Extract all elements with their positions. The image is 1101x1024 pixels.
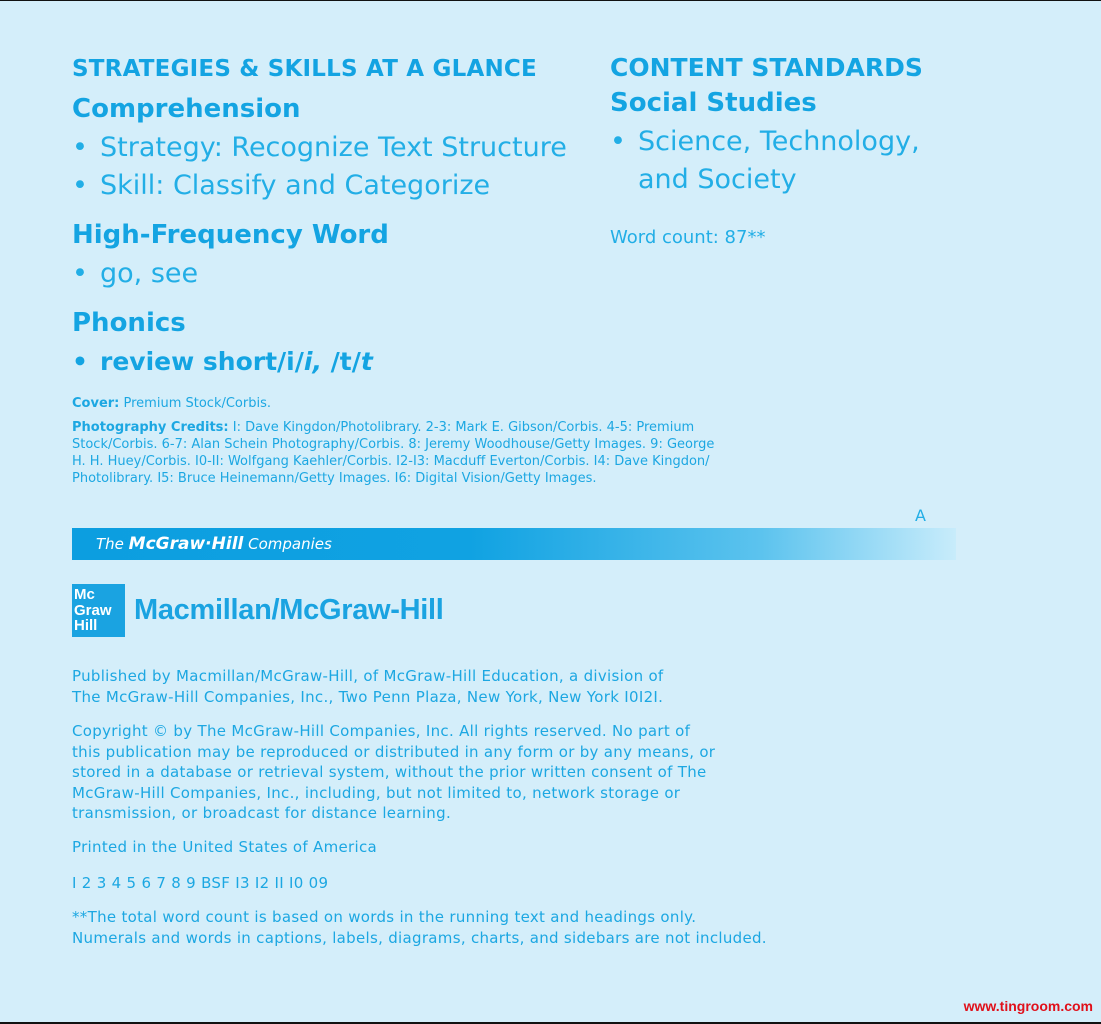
copyright-line: stored in a database or retrieval system, without the prior written consent of The bbox=[72, 763, 707, 781]
bullet-dot: • bbox=[72, 258, 88, 289]
phonics-item bbox=[72, 347, 373, 376]
mcgraw-hill-companies-banner bbox=[72, 528, 956, 560]
content-standards-title: CONTENT STANDARDS bbox=[610, 53, 923, 82]
print-line: I 2 3 4 5 6 7 8 9 BSF I3 I2 II I0 09 bbox=[72, 874, 329, 892]
content-standards-subject: Social Studies bbox=[610, 88, 817, 118]
bullet-dot: • bbox=[610, 126, 626, 157]
phonics-heading: Phonics bbox=[72, 308, 186, 338]
banner-companies: Companies bbox=[243, 535, 332, 553]
photography-credits-line: Photolibrary. I5: Bruce Heinemann/Getty Images. I6: Digital Vision/Getty Images. bbox=[72, 471, 597, 486]
bullet-dot: • bbox=[72, 132, 88, 163]
cover-credit-label: Cover: bbox=[72, 396, 120, 411]
cover-credit-text: Premium Stock/Corbis. bbox=[123, 396, 271, 411]
banner-brand: McGraw·Hill bbox=[128, 534, 244, 554]
high-frequency-item bbox=[72, 258, 198, 289]
high-frequency-heading: High-Frequency Word bbox=[72, 220, 389, 250]
photography-credits-text: I: Dave Kingdon/Photolibrary. 2-3: Mark E. Gibson/Corbis. 4-5: Premium bbox=[232, 420, 695, 435]
content-standards-item bbox=[610, 126, 920, 157]
copyright-notice bbox=[72, 721, 715, 824]
footnote-line: Numerals and words in captions, labels, diagrams, charts, and sidebars are not included. bbox=[72, 928, 767, 947]
publisher-line: The McGraw-Hill Companies, Inc., Two Penn Plaza, New York, New York I0I2I. bbox=[72, 687, 664, 706]
page-top-border bbox=[0, 0, 1101, 1]
logo-box-line: Graw bbox=[74, 601, 112, 619]
level-letter: A bbox=[915, 506, 926, 525]
footnote-line: **The total word count is based on words in the running text and headings only. bbox=[72, 908, 697, 926]
word-count: Word count: 87** bbox=[610, 227, 766, 248]
photography-credits-label: Photography Credits: bbox=[72, 420, 229, 435]
comprehension-item-strategy bbox=[72, 132, 567, 163]
copyright-line: transmission, or broadcast for distance learning. bbox=[72, 804, 452, 822]
photography-credits-line: H. H. Huey/Corbis. I0-II: Wolfgang Kaehler/Corbis. I2-I3: Macduff Everton/Corbis. I4: Dave Kingdon/ bbox=[72, 454, 710, 469]
photography-credits-line: Stock/Corbis. 6-7: Alan Schein Photography/Corbis. 8: Jeremy Woodhouse/Getty Images. 9: George bbox=[72, 437, 715, 452]
comprehension-item-text: Skill: Classify and Categorize bbox=[100, 170, 491, 201]
phonics-item-t: t bbox=[360, 347, 373, 376]
copyright-line: Copyright © by The McGraw-Hill Companies, Inc. All rights reserved. No part of bbox=[72, 722, 691, 740]
publisher-logo-name: Macmillan/McGraw-Hill bbox=[134, 594, 444, 626]
bullet-dot: • bbox=[72, 347, 88, 376]
publisher-info bbox=[72, 666, 664, 707]
phonics-item-mid: /t/ bbox=[321, 347, 361, 376]
logo-box-line: Hill bbox=[74, 617, 98, 634]
publisher-line: Published by Macmillan/McGraw-Hill, of McGraw-Hill Education, a division of bbox=[72, 667, 664, 685]
watermark-text: www.tingroom.com bbox=[963, 998, 1093, 1014]
banner-the: The bbox=[96, 535, 129, 553]
photography-credits bbox=[72, 419, 714, 487]
content-standards-item-line1: Science, Technology, bbox=[638, 126, 920, 157]
banner-text bbox=[96, 534, 332, 554]
logo-box-line: Mc bbox=[74, 586, 95, 603]
comprehension-item-skill bbox=[72, 170, 490, 201]
copyright-line: this publication may be reproduced or distributed in any form or by any means, or bbox=[72, 742, 716, 761]
phonics-item-i: i, bbox=[303, 347, 322, 376]
mcgraw-hill-logo-box bbox=[72, 584, 125, 637]
comprehension-item-text: Strategy: Recognize Text Structure bbox=[100, 132, 567, 163]
printed-in: Printed in the United States of America bbox=[72, 838, 377, 856]
word-count-footnote bbox=[72, 907, 767, 948]
high-frequency-item-text: go, see bbox=[100, 258, 199, 289]
cover-credit bbox=[72, 395, 271, 412]
strategies-title: STRATEGIES & SKILLS AT A GLANCE bbox=[72, 56, 537, 82]
copyright-line: McGraw-Hill Companies, Inc., including, but not limited to, network storage or bbox=[72, 783, 681, 802]
phonics-item-prefix: review short/i/ bbox=[100, 347, 304, 376]
comprehension-heading: Comprehension bbox=[72, 94, 301, 124]
content-standards-item-line2: and Society bbox=[638, 164, 797, 195]
photography-credits-line bbox=[72, 419, 714, 436]
bullet-dot: • bbox=[72, 170, 88, 201]
